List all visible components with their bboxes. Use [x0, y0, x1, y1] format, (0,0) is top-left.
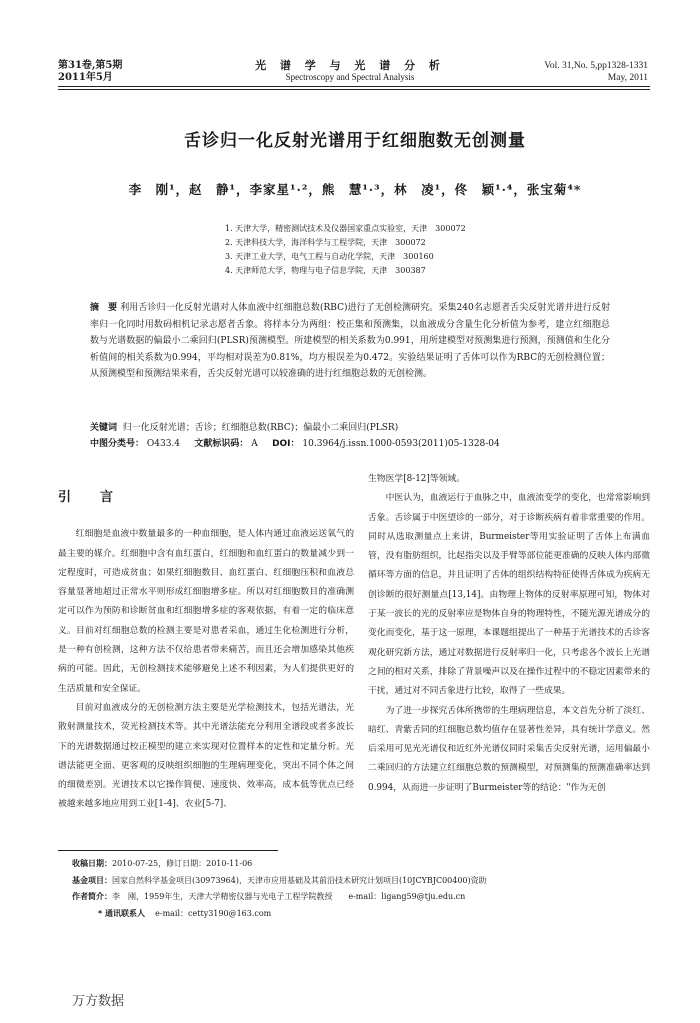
classification-value: O433.4: [146, 439, 181, 449]
footnote-corresponding: * 通讯联系人 e-mail：cetty3190@163.com: [98, 908, 272, 918]
affiliation: 1. 天津大学，精密测试技术及仪器国家重点实验室，天津 300072: [225, 224, 466, 233]
left-column: [58, 488, 354, 815]
watermark: 万方数据: [72, 994, 125, 1009]
abstract: [90, 300, 610, 383]
keywords-text: 归一化反射光谱；舌诊；红细胞总数(RBC)；偏最小二乘回归(PLSR): [122, 423, 399, 433]
doc-code-value: A: [251, 439, 258, 449]
header-volume: 第31卷,第5期 2011年5月: [58, 60, 123, 83]
footnote-received: 收稿日期：2010-07-25，修订日期：2010-11-06: [72, 859, 253, 868]
affiliation: 3. 天津工业大学，电气工程与自动化学院，天津 300160: [225, 252, 434, 261]
header-rule-thin: [58, 89, 650, 90]
author-list: 李 刚¹，赵 静¹，李家星¹·²，熊 慧¹·³，林 凌¹，佟 颖¹·⁴，张宝菊⁴*: [128, 182, 582, 197]
header-rule: [58, 86, 650, 87]
header-volume-en: Vol. 31,No. 5,pp1328-1331 May, 2011: [544, 61, 648, 83]
right-column: [368, 470, 650, 798]
abstract-label: 摘 要: [90, 303, 118, 313]
footnote-rule: [58, 850, 278, 851]
classification-label: 中图分类号：: [90, 439, 145, 449]
section-title: 引 言: [58, 490, 122, 505]
keywords-label: 关键词: [90, 423, 118, 433]
affiliations: [225, 222, 466, 278]
footnotes: [72, 856, 650, 922]
paper-title: 舌诊归一化反射光谱用于红细胞数无创测量: [184, 131, 526, 151]
doi-label: DOI：: [272, 439, 300, 449]
body-paragraph: 中医认为，血液运行于血脉之中，血液流变学的变化，也常常影响到舌象。舌诊属于中医望诊的一部分，对于诊断疾病有着非常重要的作用。同时从选取测量点上来讲，Burmeister等用实验证明了舌体上布满血管，没有脂肪组织，比起指尖以及手臂等部位能更准确的反映人体内部微循环等方面的信息，并且证明了舌体的组织结构特征使得舌体成为疾病无创诊断的很好测量点[13,14]。由物理上物体的反射率原理可知，物体对于某一波长的光的反射率应是物体自身的物理特性，不随光源光谱成分的变化而变化，基于这一原理，本课题组提出了一种基于光谱技术的舌诊客观化研究新方法，通过对数据进行反射率归一化，只考虑各个波长上光谱之间的相对关系，排除了背景噪声以及在操作过程中的不稳定因素带来的干扰，通过对不同舌象进行比较，取得了一些成果。: [368, 493, 650, 697]
body-paragraph: 生物医学[8-12]等领域。: [368, 474, 466, 484]
body-paragraph: 目前对血液成分的无创检测方法主要是光学检测技术，包括光谱法，光散射测量技术，荧光检测技术等。其中光谱法能充分利用全谱段或者多波长下的光谱数据通过校正模型的建立来实现对位置样本的定性和定量分析。光谱法能更全面、更客观的反映组织细胞的生理病理变化，突出不同个体之间的细微差别。光谱技术以它操作简便、速度快、效率高，成本低等优点已经被越来越多地应用到工业[1-4]、农业[5-7]、: [58, 702, 354, 810]
keywords-block: [90, 420, 610, 452]
footnote-author: 作者简介：李 刚，1959年生，天津大学精密仪器与光电子工程学院教授 e-mail：ligang59@tju.edu.cn: [72, 892, 466, 901]
body-paragraph: 红细胞是血液中数量最多的一种血细胞，是人体内通过血液运送氧气的最主要的媒介。红细胞中含有血红蛋白，红细胞和血红蛋白的数量减少到一定程度时，可造成贫血；如果红细胞数目、血红蛋白、红细胞压积和血液总容量显著地超过正常水平则形成红细胞增多症。所以对红细胞数目的准确测定可以作为预防和诊断贫血和红细胞增多症的客观依据，有着一定的临床意义。目前对红细胞总数的检测主要是对患者采血，通过生化检测进行分析，是一种有创检测，这种方法不仅给患者带来痛苦，而且还会增加感染其他疾病的可能。因此，无创检测技术能够避免上述不利因素，为人们提供更好的生活质量和安全保证。: [58, 529, 354, 694]
header-journal: 光 谱 学 与 光 谱 分 析 Spectroscopy and Spectral Analysis: [255, 59, 445, 82]
affiliation: 2. 天津科技大学，海洋科学与工程学院，天津 300072: [225, 238, 426, 247]
abstract-text: 利用舌诊归一化反射光谱对人体血液中红细胞总数(RBC)进行了无创检测研究。采集240名志愿者舌尖反射光谱并进行反射率归一化同时用数码相机记录志愿者舌象。将样本分为两组：校正集和预测集，以血液成分含量生化分析值为参考，建立红细胞总数与光谱数据的偏最小二乘回归(PLSR)预测模型。所建模型的相关系数为0.991，用所建模型对预测集进行预测，预测值和生化分析值间的相关系数为0.994，平均相对误差为0.81%，均方根误差为0.472。实验结果证明了舌体可以作为RBC的无创检测位置；从预测模型和预测结果来看，舌尖反射光谱可以较准确的进行红细胞总数的无创检测。: [90, 303, 610, 379]
affiliation: 4. 天津师范大学，物理与电子信息学院，天津 300387: [225, 266, 426, 275]
doc-code-label: 文献标识码：: [194, 439, 249, 449]
body-paragraph: 为了进一步探究舌体所携带的生理病理信息，本文首先分析了淡红、暗红、青紫舌同的红细胞总数均值存在显著性差异，具有统计学意义。然后采用可见光光谱仪和近红外光谱仪同时采集舌尖反射光谱，运用偏最小二乘回归的方法建立红细胞总数的预测模型，对预测集的预测准确率达到0.994，从而进一步证明了Burmeister等的结论："作为无创: [368, 705, 650, 793]
doi-value: 10.3964/j.issn.1000-0593(2011)05-1328-04: [302, 439, 500, 449]
footnote-fund: 基金项目：国家自然科学基金项目(30973964)，天津市应用基础及其前沿技术研究计划项目(10JCYBJC00400)资助: [72, 875, 487, 885]
